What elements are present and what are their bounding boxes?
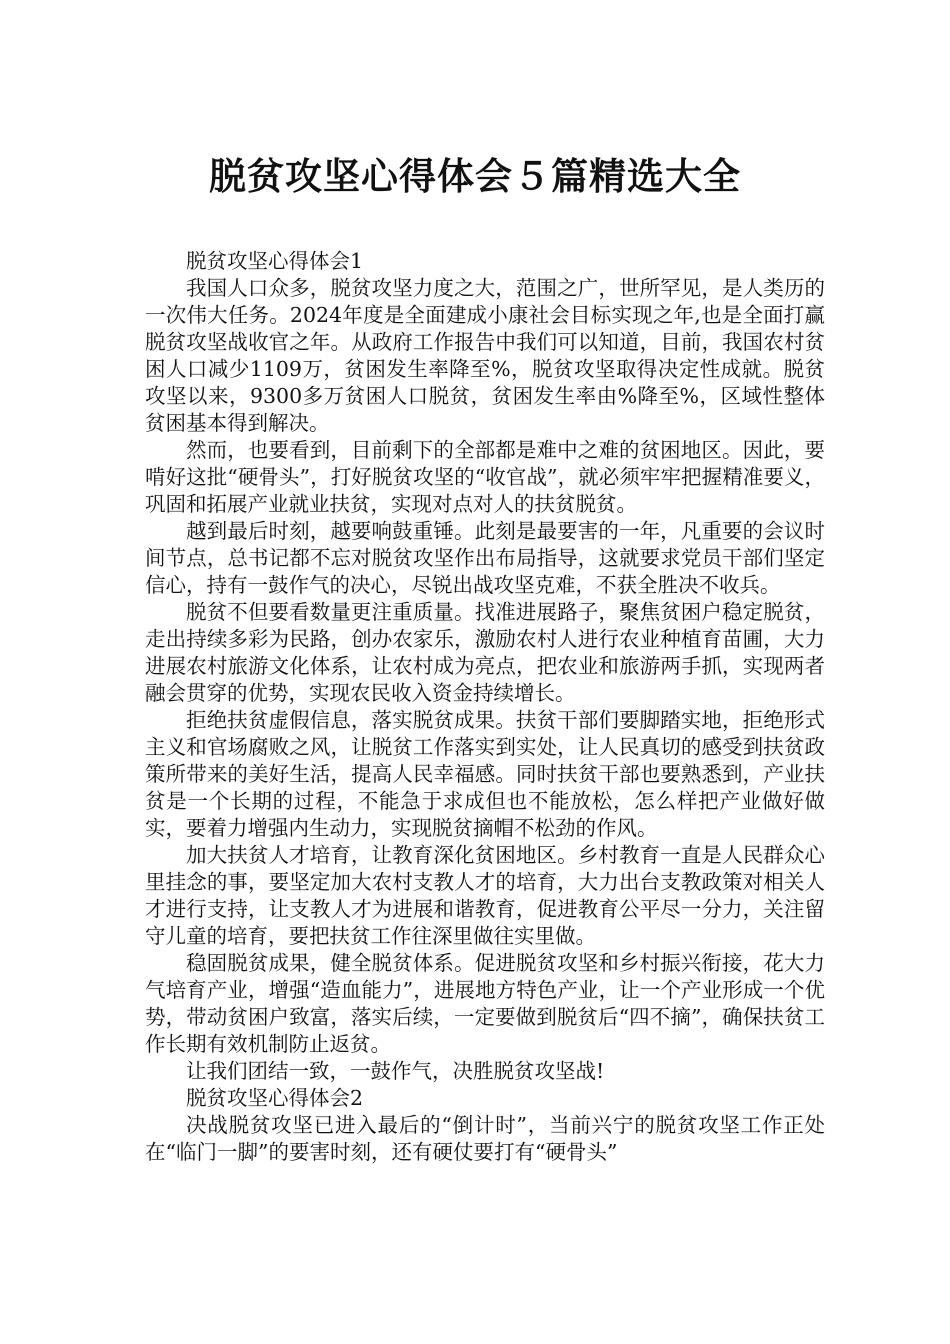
- document-title: 脱贫攻坚心得体会５篇精选大全: [209, 154, 741, 198]
- paragraph: 决战脱贫攻坚已进入最后的“倒计时”，当前兴宁的脱贫攻坚工作正处在“临门一脚”的要害时刻，还有硬仗要打有“硬骨头”: [145, 1113, 825, 1164]
- paragraph: 拒绝扶贫虚假信息，落实脱贫成果。扶贫干部们要脚踏实地，拒绝形式主义和官场腐败之风，让脱贫工作落实到实处，让人民真切的感受到扶贫政策所带来的美好生活，提高人民幸福感。同时扶贫干部也要熟悉到，产业扶贫是一个长期的过程，不能急于求成但也不能放松，怎么样把产业做好做实，要着力增强内生动力，实现脱贫摘帽不松劲的作风。: [145, 708, 825, 840]
- paragraph: 脱贫不但要看数量更注重质量。找准进展路子，聚焦贫困户稳定脱贫，走出持续多彩为民路，创办农家乐，激励农村人进行农业种植育苗圃，大力进展农村旅游文化体系，让农村成为亮点，把农业和旅游两手抓，实现两者融会贯穿的优势，实现农民收入资金持续增长。: [145, 600, 825, 705]
- paragraph: 越到最后时刻，越要响鼓重锤。此刻是最要害的一年，凡重要的会议时间节点，总书记都不忘对脱贫攻坚作出布局指导，这就要求党员干部们坚定信心，持有一鼓作气的决心，尽锐出战攻坚克难，不获全胜决不收兵。: [145, 519, 825, 597]
- paragraph: 我国人口众多，脱贫攻坚力度之大，范围之广，世所罕见，是人类历的一次伟大任务。2024年度是全面建成小康社会目标实现之年,也是全面打赢脱贫攻坚战收官之年。从政府工作报告中我们可以知道，目前，我国农村贫困人口减少1109万，贫困发生率降至%，脱贫攻坚取得决定性成就。脱贫攻坚以来，9300多万贫困人口脱贫，贫困发生率由%降至%，区域性整体贫困基本得到解决。: [145, 276, 825, 435]
- paragraph: 然而，也要看到，目前剩下的全部都是难中之难的贫困地区。因此，要啃好这批“硬骨头”，打好脱贫攻坚的“收官战”，就必须牢牢把握精准要义，巩固和拓展产业就业扶贫，实现对点对人的扶贫脱贫。: [145, 438, 825, 516]
- section-heading: 脱贫攻坚心得体会1: [186, 249, 364, 273]
- paragraph: 稳固脱贫成果，健全脱贫体系。促进脱贫攻坚和乡村振兴衔接，花大力气培育产业，增强“造血能力”，进展地方特色产业，让一个产业形成一个优势，带动贫困户致富，落实后续，一定要做到脱贫后“四不摘”，确保扶贫工作长期有效机制防止返贫。: [145, 951, 825, 1056]
- section-heading: 脱贫攻坚心得体会2: [186, 1086, 364, 1110]
- document-body: [145, 248, 825, 1166]
- paragraph: 加大扶贫人才培育，让教育深化贫困地区。乡村教育一直是人民群众心里挂念的事，要坚定加大农村支教人才的培育，大力出台支教政策对相关人才进行支持，让支教人才为进展和谐教育，促进教育公平尽一分力，关注留守儿童的培育，要把扶贫工作往深里做往实里做。: [145, 843, 825, 948]
- paragraph: 让我们团结一致，一鼓作气，决胜脱贫攻坚战!: [186, 1059, 605, 1083]
